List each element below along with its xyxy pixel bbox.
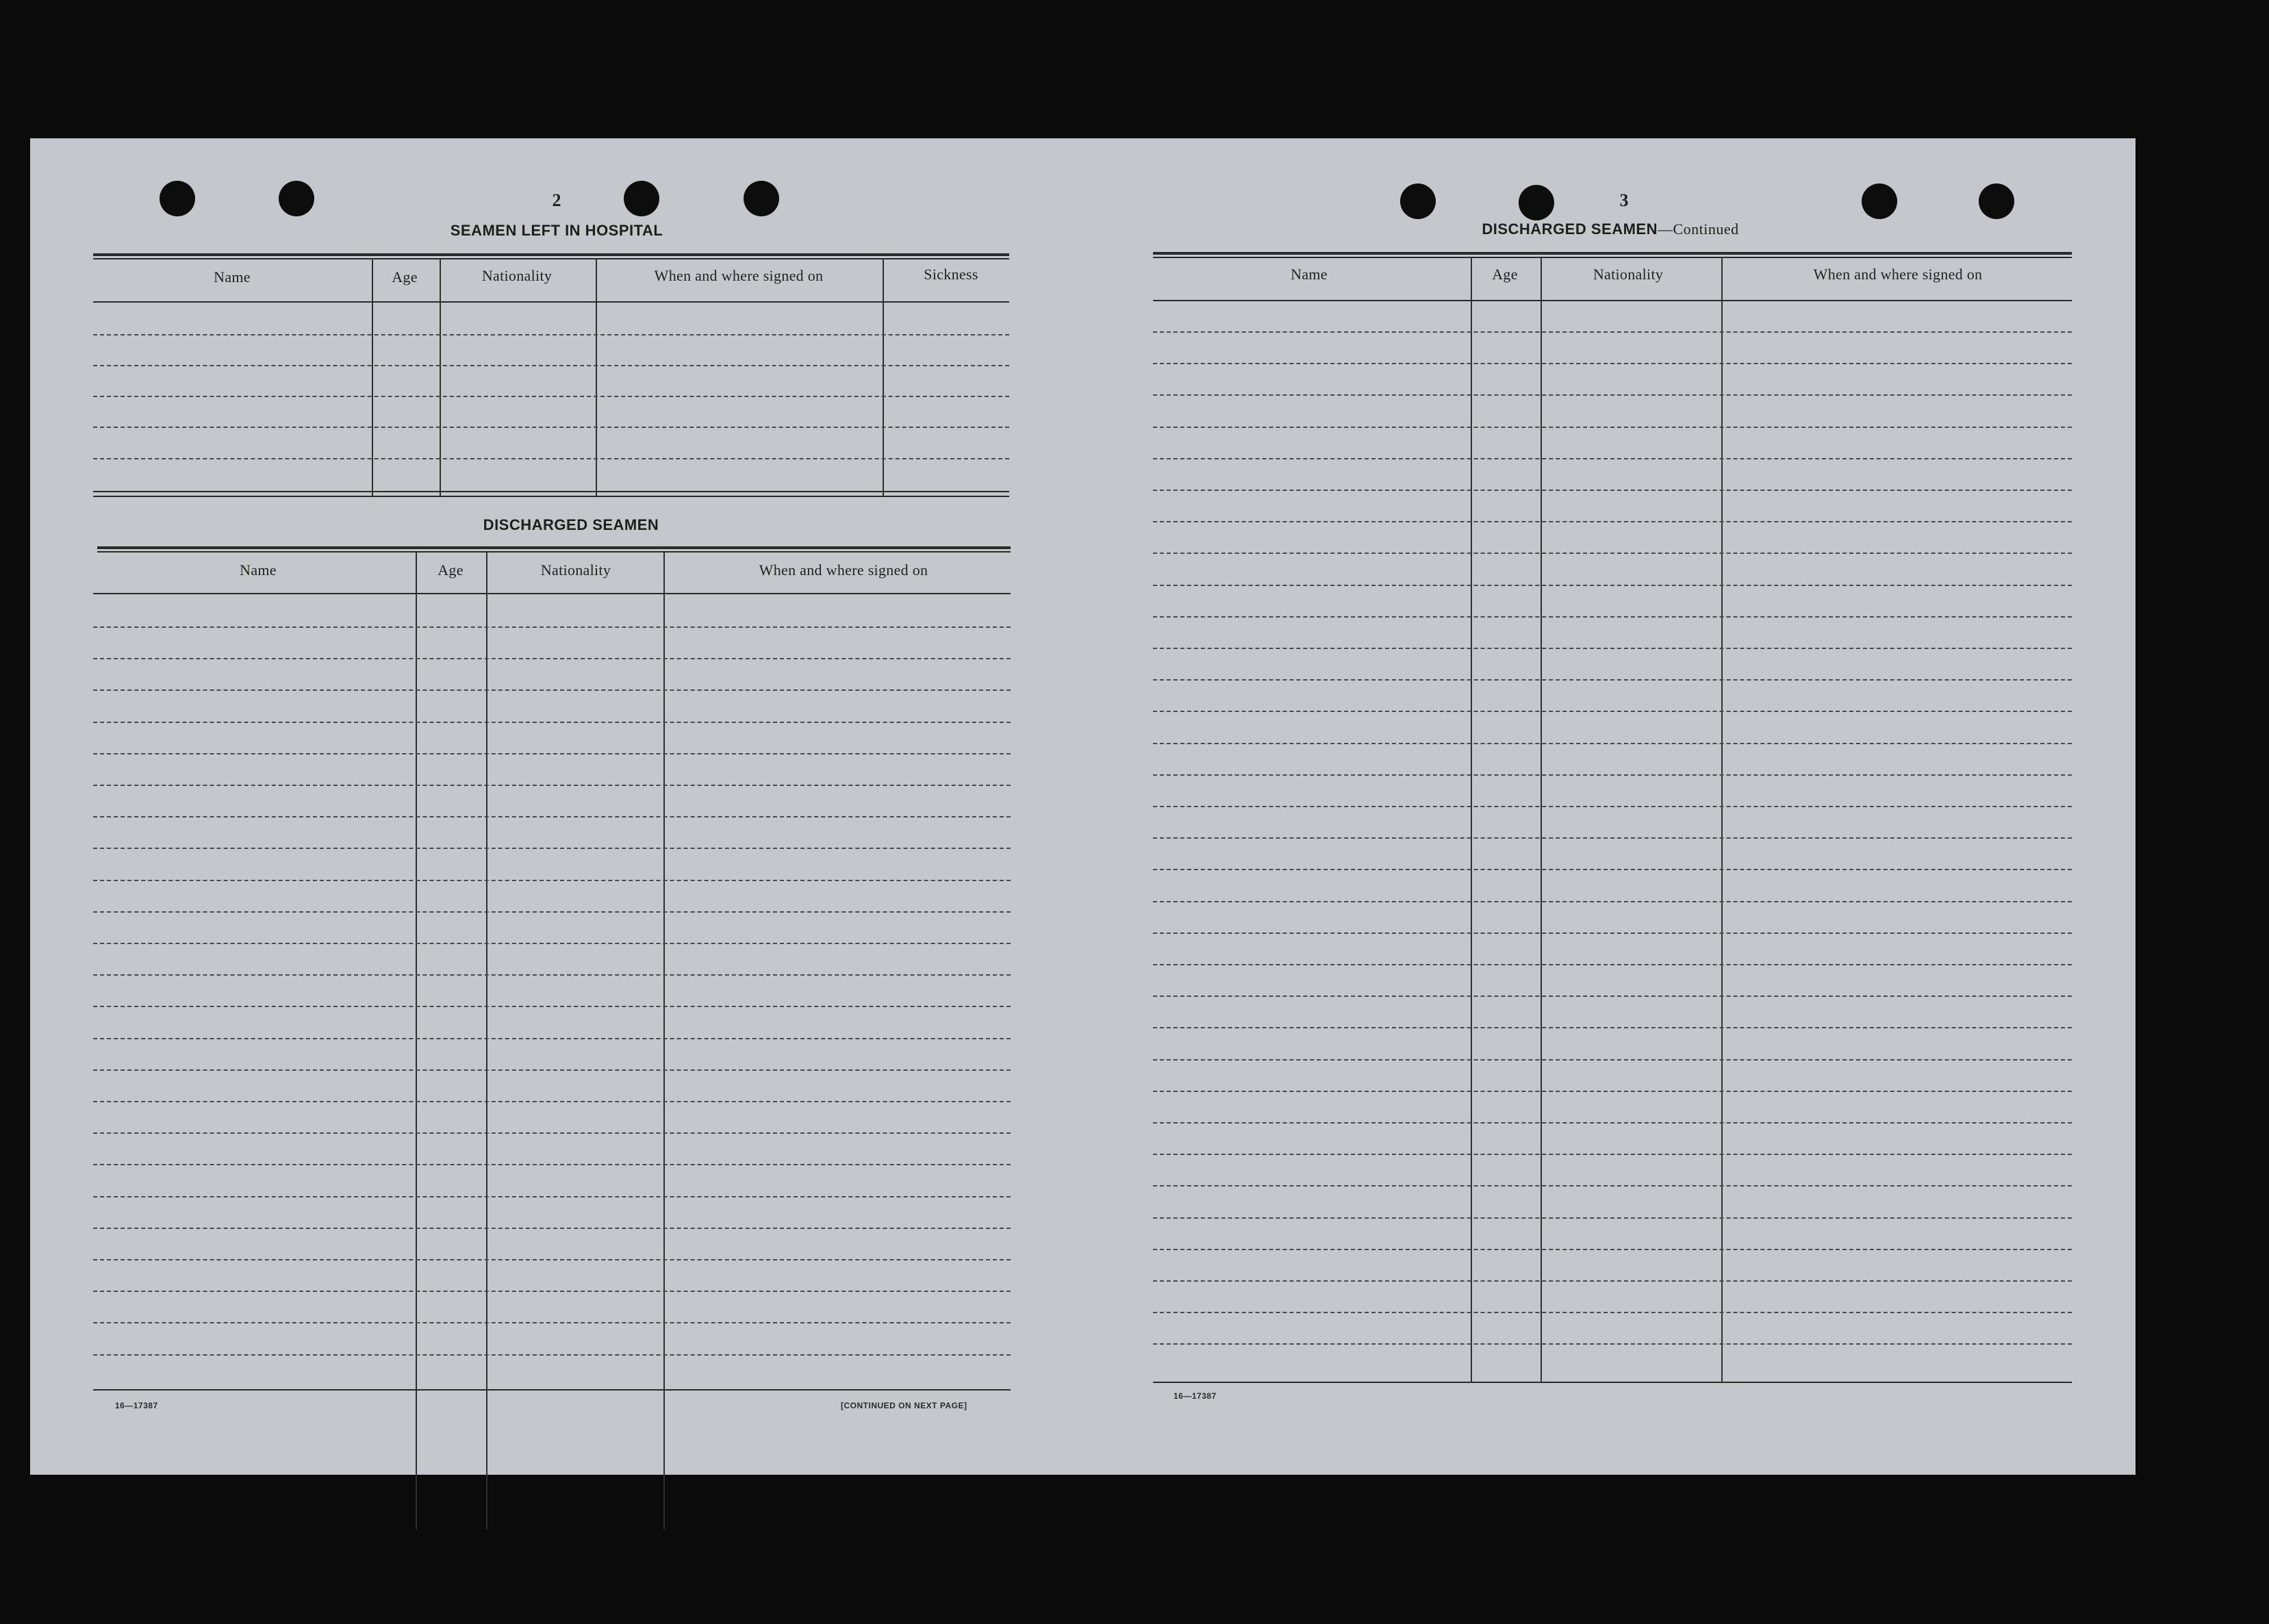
table-row-line xyxy=(1153,964,2072,965)
hospital-row-line xyxy=(93,396,1009,397)
hospital-table-bottom-rule xyxy=(93,491,1009,492)
table-row-line xyxy=(93,1354,1011,1356)
table-row-line xyxy=(1153,774,2072,776)
table-row-line xyxy=(93,626,1011,628)
discharged-col-divider xyxy=(416,552,417,1530)
discharged-continued-title-suffix: —Continued xyxy=(1657,220,1739,238)
table-row-line xyxy=(1153,585,2072,586)
table-row-line xyxy=(93,1006,1011,1007)
table-row-line xyxy=(1153,1217,2072,1219)
table-row-line xyxy=(1153,394,2072,396)
continued-table-top-rule-2 xyxy=(1153,257,2072,258)
hospital-col-divider xyxy=(440,259,441,497)
table-row-line xyxy=(93,1101,1011,1102)
table-row-line xyxy=(1153,553,2072,554)
table-row-line xyxy=(93,1196,1011,1197)
punch-hole xyxy=(160,181,195,216)
page-number-left: 2 xyxy=(552,190,561,210)
table-row-line xyxy=(93,880,1011,881)
discharged-section-title: DISCHARGED SEAMEN xyxy=(483,516,659,533)
table-row-line xyxy=(1153,1249,2072,1250)
continued-col-signed-on: When and where signed on xyxy=(1813,266,1983,283)
table-row-line xyxy=(1153,1280,2072,1282)
discharged-col-name: Name xyxy=(240,561,277,579)
table-row-line xyxy=(93,911,1011,913)
table-row-line xyxy=(93,1038,1011,1039)
hospital-col-divider xyxy=(596,259,597,497)
hospital-col-divider xyxy=(372,259,373,497)
discharged-continued-title-main: DISCHARGED SEAMEN xyxy=(1482,220,1658,238)
table-row-line xyxy=(93,753,1011,754)
table-row-line xyxy=(1153,1027,2072,1028)
discharged-table-bottom-rule xyxy=(93,1389,1011,1391)
discharged-continued-title xyxy=(1482,220,1738,238)
discharged-col-signed-on: When and where signed on xyxy=(759,561,928,579)
table-row-line xyxy=(93,658,1011,659)
hospital-table-top-rule-2 xyxy=(93,258,1009,259)
table-row-line xyxy=(93,1164,1011,1165)
table-row-line xyxy=(1153,427,2072,428)
continued-note: [CONTINUED ON NEXT PAGE] xyxy=(841,1401,967,1410)
table-row-line xyxy=(93,816,1011,817)
table-row-line xyxy=(1153,331,2072,333)
table-row-line xyxy=(1153,363,2072,364)
table-row-line xyxy=(1153,837,2072,839)
hospital-header-rule xyxy=(93,301,1009,303)
table-row-line xyxy=(1153,490,2072,491)
table-row-line xyxy=(1153,1312,2072,1313)
hospital-row-line xyxy=(93,334,1009,335)
discharged-table-top-rule-2 xyxy=(97,551,1011,553)
table-row-line xyxy=(93,943,1011,944)
continued-header-rule xyxy=(1153,300,2072,301)
table-row-line xyxy=(1153,616,2072,618)
table-row-line xyxy=(1153,521,2072,522)
punch-hole xyxy=(624,181,659,216)
hospital-table-top-rule xyxy=(93,253,1009,256)
table-row-line xyxy=(93,1291,1011,1292)
table-row-line xyxy=(1153,1091,2072,1092)
hospital-row-line xyxy=(93,427,1009,428)
continued-col-age: Age xyxy=(1492,266,1518,283)
form-code-right: 16—17387 xyxy=(1174,1391,1217,1401)
table-row-line xyxy=(93,785,1011,786)
table-row-line xyxy=(1153,743,2072,744)
discharged-header-rule xyxy=(93,593,1011,594)
table-row-line xyxy=(93,1259,1011,1260)
table-row-line xyxy=(93,974,1011,976)
continued-table-bottom-rule xyxy=(1153,1382,2072,1383)
table-row-line xyxy=(93,722,1011,723)
hospital-col-age: Age xyxy=(392,268,418,286)
hospital-row-line xyxy=(93,458,1009,459)
table-row-line xyxy=(1153,1154,2072,1155)
table-row-line xyxy=(1153,679,2072,681)
continued-col-name: Name xyxy=(1291,266,1328,283)
table-row-line xyxy=(1153,995,2072,997)
discharged-table-top-rule xyxy=(97,546,1011,549)
table-row-line xyxy=(1153,1122,2072,1124)
continued-col-nationality: Nationality xyxy=(1593,266,1664,283)
punch-hole xyxy=(1979,183,2014,219)
table-row-line xyxy=(1153,1059,2072,1061)
table-row-line xyxy=(1153,932,2072,934)
table-row-line xyxy=(93,1322,1011,1323)
table-row-line xyxy=(1153,806,2072,807)
table-row-line xyxy=(93,1132,1011,1134)
table-row-line xyxy=(93,848,1011,849)
continued-table-top-rule xyxy=(1153,252,2072,255)
discharged-col-age: Age xyxy=(438,561,464,579)
hospital-section-title: SEAMEN LEFT IN HOSPITAL xyxy=(450,222,663,239)
punch-hole xyxy=(1400,183,1436,219)
page-number-right: 3 xyxy=(1619,190,1629,210)
hospital-col-divider xyxy=(883,259,884,497)
table-row-line xyxy=(1153,711,2072,712)
hospital-table-bottom-rule-2 xyxy=(93,496,1009,497)
table-row-line xyxy=(1153,869,2072,870)
form-code-left: 16—17387 xyxy=(115,1401,158,1410)
table-row-line xyxy=(1153,458,2072,459)
discharged-col-nationality: Nationality xyxy=(540,561,611,579)
table-row-line xyxy=(1153,648,2072,649)
hospital-col-sickness: Sickness xyxy=(924,266,978,283)
punch-hole xyxy=(744,181,779,216)
table-row-line xyxy=(1153,1343,2072,1345)
table-row-line xyxy=(93,1228,1011,1229)
punch-hole xyxy=(279,181,314,216)
punch-hole xyxy=(1862,183,1897,219)
table-row-line xyxy=(1153,901,2072,902)
punch-hole xyxy=(1519,185,1554,220)
table-row-line xyxy=(93,689,1011,691)
hospital-row-line xyxy=(93,365,1009,366)
hospital-col-signed-on: When and where signed on xyxy=(654,267,824,284)
discharged-col-divider xyxy=(663,552,665,1530)
hospital-col-name: Name xyxy=(214,268,251,286)
discharged-col-divider xyxy=(486,552,487,1530)
form-sheet xyxy=(30,138,2135,1475)
hospital-col-nationality: Nationality xyxy=(481,267,553,284)
table-row-line xyxy=(93,1069,1011,1071)
table-row-line xyxy=(1153,1185,2072,1187)
